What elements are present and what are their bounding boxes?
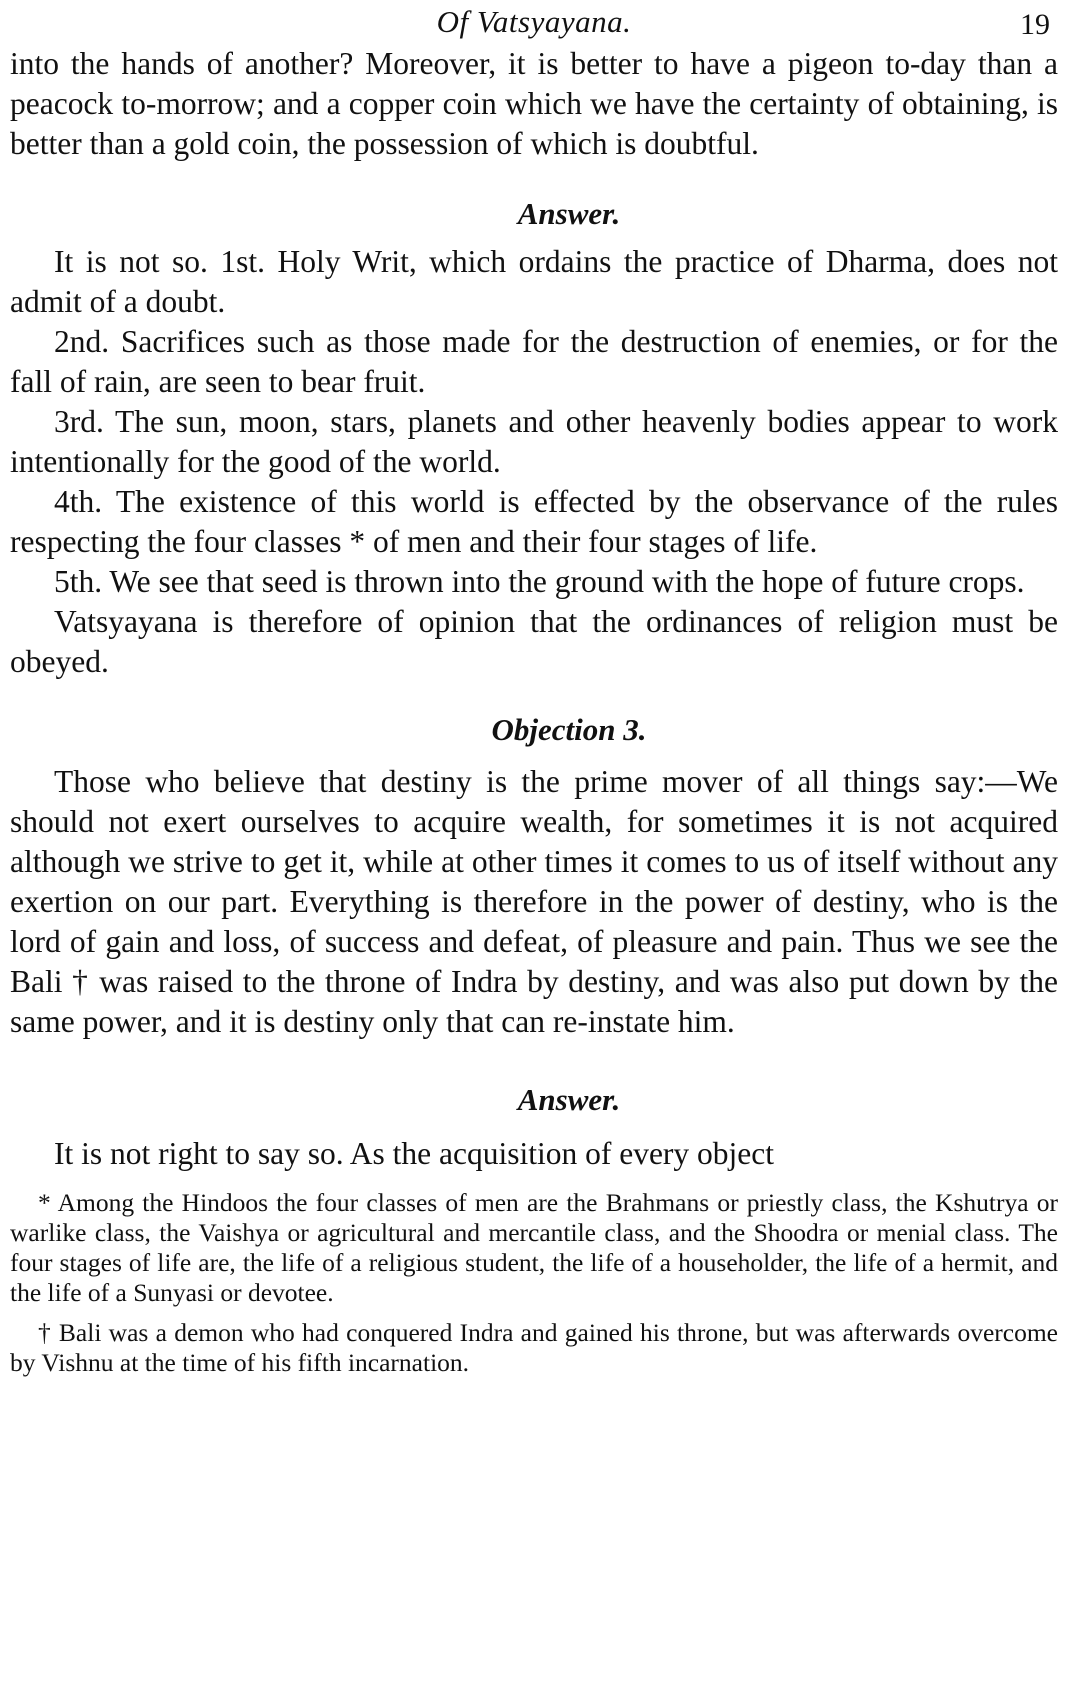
answer-point: 4th. The existence of this world is effected by the observance of the rules respecting the four classes * of men and their four stages of life. (10, 484, 1058, 559)
intro-paragraph: into the hands of another? Moreover, it is better to have a pigeon to-day than a peacock to-morrow; and a copper coin which we have the certainty of obtaining, is better than a gold coin, the possession of which is doubtful. (10, 46, 1058, 161)
running-title: Of Vatsyayana. (436, 4, 632, 39)
objection-heading: Objection 3. (491, 712, 647, 747)
footnotes (10, 1188, 1058, 1378)
answer-heading: Answer. (517, 196, 621, 231)
answer-point: It is not so. 1st. Holy Writ, which ordains the practice of Dharma, does not admit of a doubt. (10, 244, 1058, 319)
answer-conclusion: Vatsyayana is therefore of opinion that the ordinances of religion must be obeyed. (10, 604, 1058, 679)
answer-point: 5th. We see that seed is thrown into the ground with the hope of future crops. (54, 564, 1025, 599)
answer-point: 2nd. Sacrifices such as those made for the destruction of enemies, or for the fall of rain, are seen to bear fruit. (10, 324, 1058, 399)
answer-point: 3rd. The sun, moon, stars, planets and other heavenly bodies appear to work intentionally for the good of the world. (10, 404, 1058, 479)
book-page (10, 0, 1058, 1378)
objection-paragraph: Those who believe that destiny is the prime mover of all things say:—We should not exert ourselves to acquire wealth, for sometimes it is not acquired although we strive to get it, while at other times it comes to us of itself without any exertion on our part. Everything is therefore in the power of destiny, who is the lord of gain and loss, of success and defeat, of pleasure and pain. Thus we see the Bali † was raised to the throne of Indra by destiny, and was also put down by the same power, and it is destiny only that can re-instate him. (10, 764, 1058, 1039)
page-number: 19 (1020, 8, 1050, 41)
closing-line: It is not right to say so. As the acquisition of every object (54, 1136, 775, 1171)
footnote-classes: * Among the Hindoos the four classes of men are the Brahmans or priestly class, the Kshutrya or warlike class, the Vaishya or agricultural and mercantile class, and the Shoodra or menial class. The four stages of life are, the life of a religious student, the life of a householder, the life of a hermit, and the life of a Sunyasi or devotee. (10, 1188, 1058, 1307)
footnote-bali: † Bali was a demon who had conquered Indra and gained his throne, but was afterwards overcome by Vishnu at the time of his fifth incarnation. (10, 1318, 1058, 1377)
answer-heading-second: Answer. (517, 1082, 621, 1117)
running-head (10, 0, 1058, 44)
answer-points (10, 242, 1058, 682)
